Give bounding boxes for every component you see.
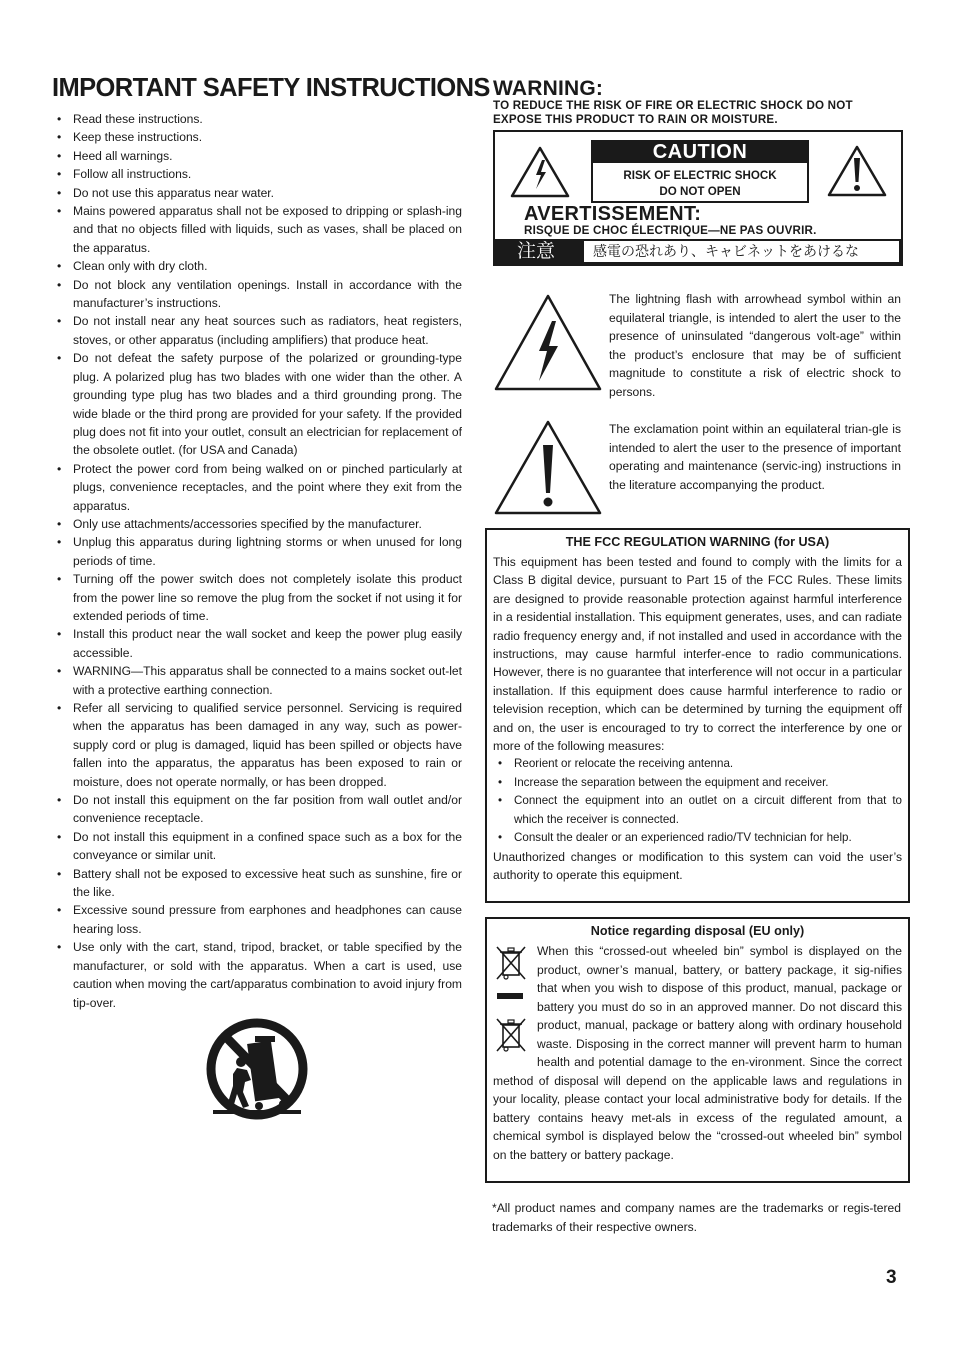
- caution-line: RISK OF ELECTRIC SHOCK: [623, 169, 777, 182]
- fcc-title: THE FCC REGULATION WARNING (for USA): [565, 535, 830, 549]
- list-item: • Excessive sound pressure from earphones and headphones can cause hearing loss.: [56, 901, 462, 938]
- caution-heading: CAUTION: [593, 142, 807, 163]
- exclamation-triangle-icon: [492, 419, 604, 517]
- lightning-warning-icon: [509, 145, 571, 199]
- list-item: • Refer all servicing to qualified service personnel. Servicing is required when the apparatus has been damaged in any way, such as power-supply cord or plug is damaged, liquid has been spilled or objects have fallen into the apparatus, the apparatus has been exposed to rain or moisture, does not operate normally, or has been dropped.: [56, 699, 462, 791]
- list-item: • Read these instructions.: [56, 110, 462, 128]
- fcc-measures-list: [493, 755, 902, 847]
- list-item: • WARNING—This apparatus shall be connected to a mains socket out-let with a protective earthing connection.: [56, 662, 462, 699]
- disposal-title: Notice regarding disposal (EU only): [590, 924, 805, 938]
- list-item: • Mains powered apparatus shall not be exposed to dripping or splash-ing and that no objects filled with liquids, such as vases, shall be placed on the apparatus.: [56, 202, 462, 257]
- list-item: • Battery shall not be exposed to excessive heat such as sunshine, fire or the like.: [56, 865, 462, 902]
- japanese-heading: 注意: [517, 241, 556, 262]
- caution-label: [591, 140, 809, 203]
- list-item: • Install this product near the wall socket and keep the power plug easily accessible.: [56, 625, 462, 662]
- list-item: • Keep these instructions.: [56, 128, 462, 146]
- list-item: • Only use attachments/accessories specified by the manufacturer.: [56, 515, 462, 533]
- warning-title: WARNING:: [493, 77, 604, 100]
- crossed-bin-icon: [494, 944, 528, 982]
- caution-line: DO NOT OPEN: [659, 185, 741, 198]
- exclamation-symbol-description: The exclamation point within an equilateral trian-gle is intended to alert the user to the presence of important operating and maintenance (servic-ing) instructions in the literature accompanying the product.: [609, 422, 901, 492]
- trademark-note: *All product names and company names are the trademarks or regis-tered trademarks of their respective owners.: [492, 1201, 901, 1234]
- list-item: • Do not install this equipment in a confined space such as a box for the conveyance or similar unit.: [56, 828, 462, 865]
- avertissement-title: AVERTISSEMENT:: [524, 203, 702, 225]
- safety-instructions-list: [56, 110, 462, 1012]
- crossed-bin-icon: [494, 1016, 528, 1054]
- list-item: • Consult the dealer or an experienced radio/TV technician for help.: [493, 829, 902, 847]
- list-item: • Heed all warnings.: [56, 147, 462, 165]
- bin-icons: [493, 944, 531, 1062]
- cart-tipover-warning-icon: [203, 1018, 311, 1120]
- bin-bar-icon: [497, 993, 523, 999]
- list-item: • Increase the separation between the equipment and receiver.: [493, 774, 902, 792]
- disposal-body: When this “crossed-out wheeled bin” symbol is displayed on the product, owner’s manual, battery, or battery package, it sig-nifies that when you wish to dispose of this product, manual, package or battery you must do so in an approved manner. Do not discard this product, manual, package or battery along with ordinary household waste. Disposing in the correct manner will prevent harm to human health and potential damage to the en-vironment. Since the correct method of disposal will depend on the applicable laws and regulations in your locality, please contact your local administrative body for details. If the battery contains heavy met-als in excess of the regulated amount, a chemical symbol is displayed below the “crossed-out wheeled bin” symbol on the battery or battery package.: [493, 944, 902, 1162]
- list-item: • Do not use this apparatus near water.: [56, 184, 462, 202]
- avertissement-subtitle: RISQUE DE CHOC ÉLECTRIQUE—NE PAS OUVRIR.: [524, 224, 817, 237]
- list-item: • Use only with the cart, stand, tripod, bracket, or table specified by the manufacturer, or sold with the apparatus. When a cart is used, use caution when moving the cart/apparatus combination to avoid injury from tip-over.: [56, 938, 462, 1012]
- caution-label-box: [493, 130, 903, 266]
- list-item: • Follow all instructions.: [56, 165, 462, 183]
- disposal-notice-box: [485, 917, 910, 1183]
- fcc-body: This equipment has been tested and found to comply with the limits for a Class B digital device, pursuant to Part 15 of the FCC Rules. These limits are designed to provide reasonable protection against harmful interference in a residential installation. This equipment generates, uses, and can radiate radio frequency energy and, if not installed and used in accordance with the instructions, may cause harmful interfer-ence to radio communications. However, there is no guarantee that interference will not occur in a particular installation. If this equipment does cause harmful interference to radio or television reception, which can be determined by turning the equipment off and on, the user is encouraged to try to correct the interference by one or more of the following measures:: [493, 555, 902, 754]
- list-item: • Unplug this apparatus during lightning storms or when unused for long periods of time.: [56, 533, 462, 570]
- warning-line: TO REDUCE THE RISK OF FIRE OR ELECTRIC SHOCK DO NOT: [493, 99, 853, 112]
- list-item: • Do not install this equipment on the far position from wall outlet and/or convenience receptacle.: [56, 791, 462, 828]
- list-item: • Connect the equipment into an outlet on a circuit different from that to which the receiver is connected.: [493, 792, 902, 829]
- list-item: • Do not defeat the safety purpose of the polarized or grounding-type plug. A polarized plug has two blades with one wider than the other. A grounding type plug has two blades and a third grounding prong. The wide blade or the third prong are provided for your safety. If the provided plug does not fit into your outlet, consult an electrician for replacement of the obsolete outlet. (for USA and Canada): [56, 349, 462, 459]
- list-item: • Turning off the power switch does not completely isolate this product from the power line so remove the plug from the socket if not using it for extended periods of time.: [56, 570, 462, 625]
- page-title: IMPORTANT SAFETY INSTRUCTIONS: [52, 74, 490, 102]
- japanese-warning-bar: [495, 239, 901, 264]
- fcc-footer: Unauthorized changes or modification to this system can void the user’s authority to operate this equipment.: [493, 849, 902, 882]
- exclamation-warning-icon: [826, 144, 888, 198]
- warning-subtitle: [493, 99, 913, 127]
- list-item: • Do not block any ventilation openings. Install in accordance with the manufacturer’s instructions.: [56, 276, 462, 313]
- list-item: • Clean only with dry cloth.: [56, 257, 462, 275]
- list-item: • Protect the power cord from being walked on or pinched particularly at plugs, convenience receptacles, and the point where they exit from the apparatus.: [56, 460, 462, 515]
- japanese-warning-text: 感電の恐れあり、キャビネットをあけるな: [584, 241, 899, 262]
- lightning-symbol-description: The lightning flash with arrowhead symbol within an equilateral triangle, is intended to alert the user to the presence of uninsulated “dangerous volt-age” within the product’s enclosure that may be of sufficient magnitude to constitute a risk of electric shock to persons.: [609, 292, 901, 399]
- list-item: • Do not install near any heat sources such as radiators, heat registers, stoves, or other apparatus (including amplifiers) that produce heat.: [56, 312, 462, 349]
- list-item: • Reorient or relocate the receiving antenna.: [493, 755, 902, 773]
- warning-line: EXPOSE THIS PRODUCT TO RAIN OR MOISTURE.: [493, 113, 778, 126]
- page-number: 3: [886, 1267, 897, 1288]
- lightning-triangle-icon: [492, 293, 604, 393]
- fcc-warning-box: [485, 528, 910, 903]
